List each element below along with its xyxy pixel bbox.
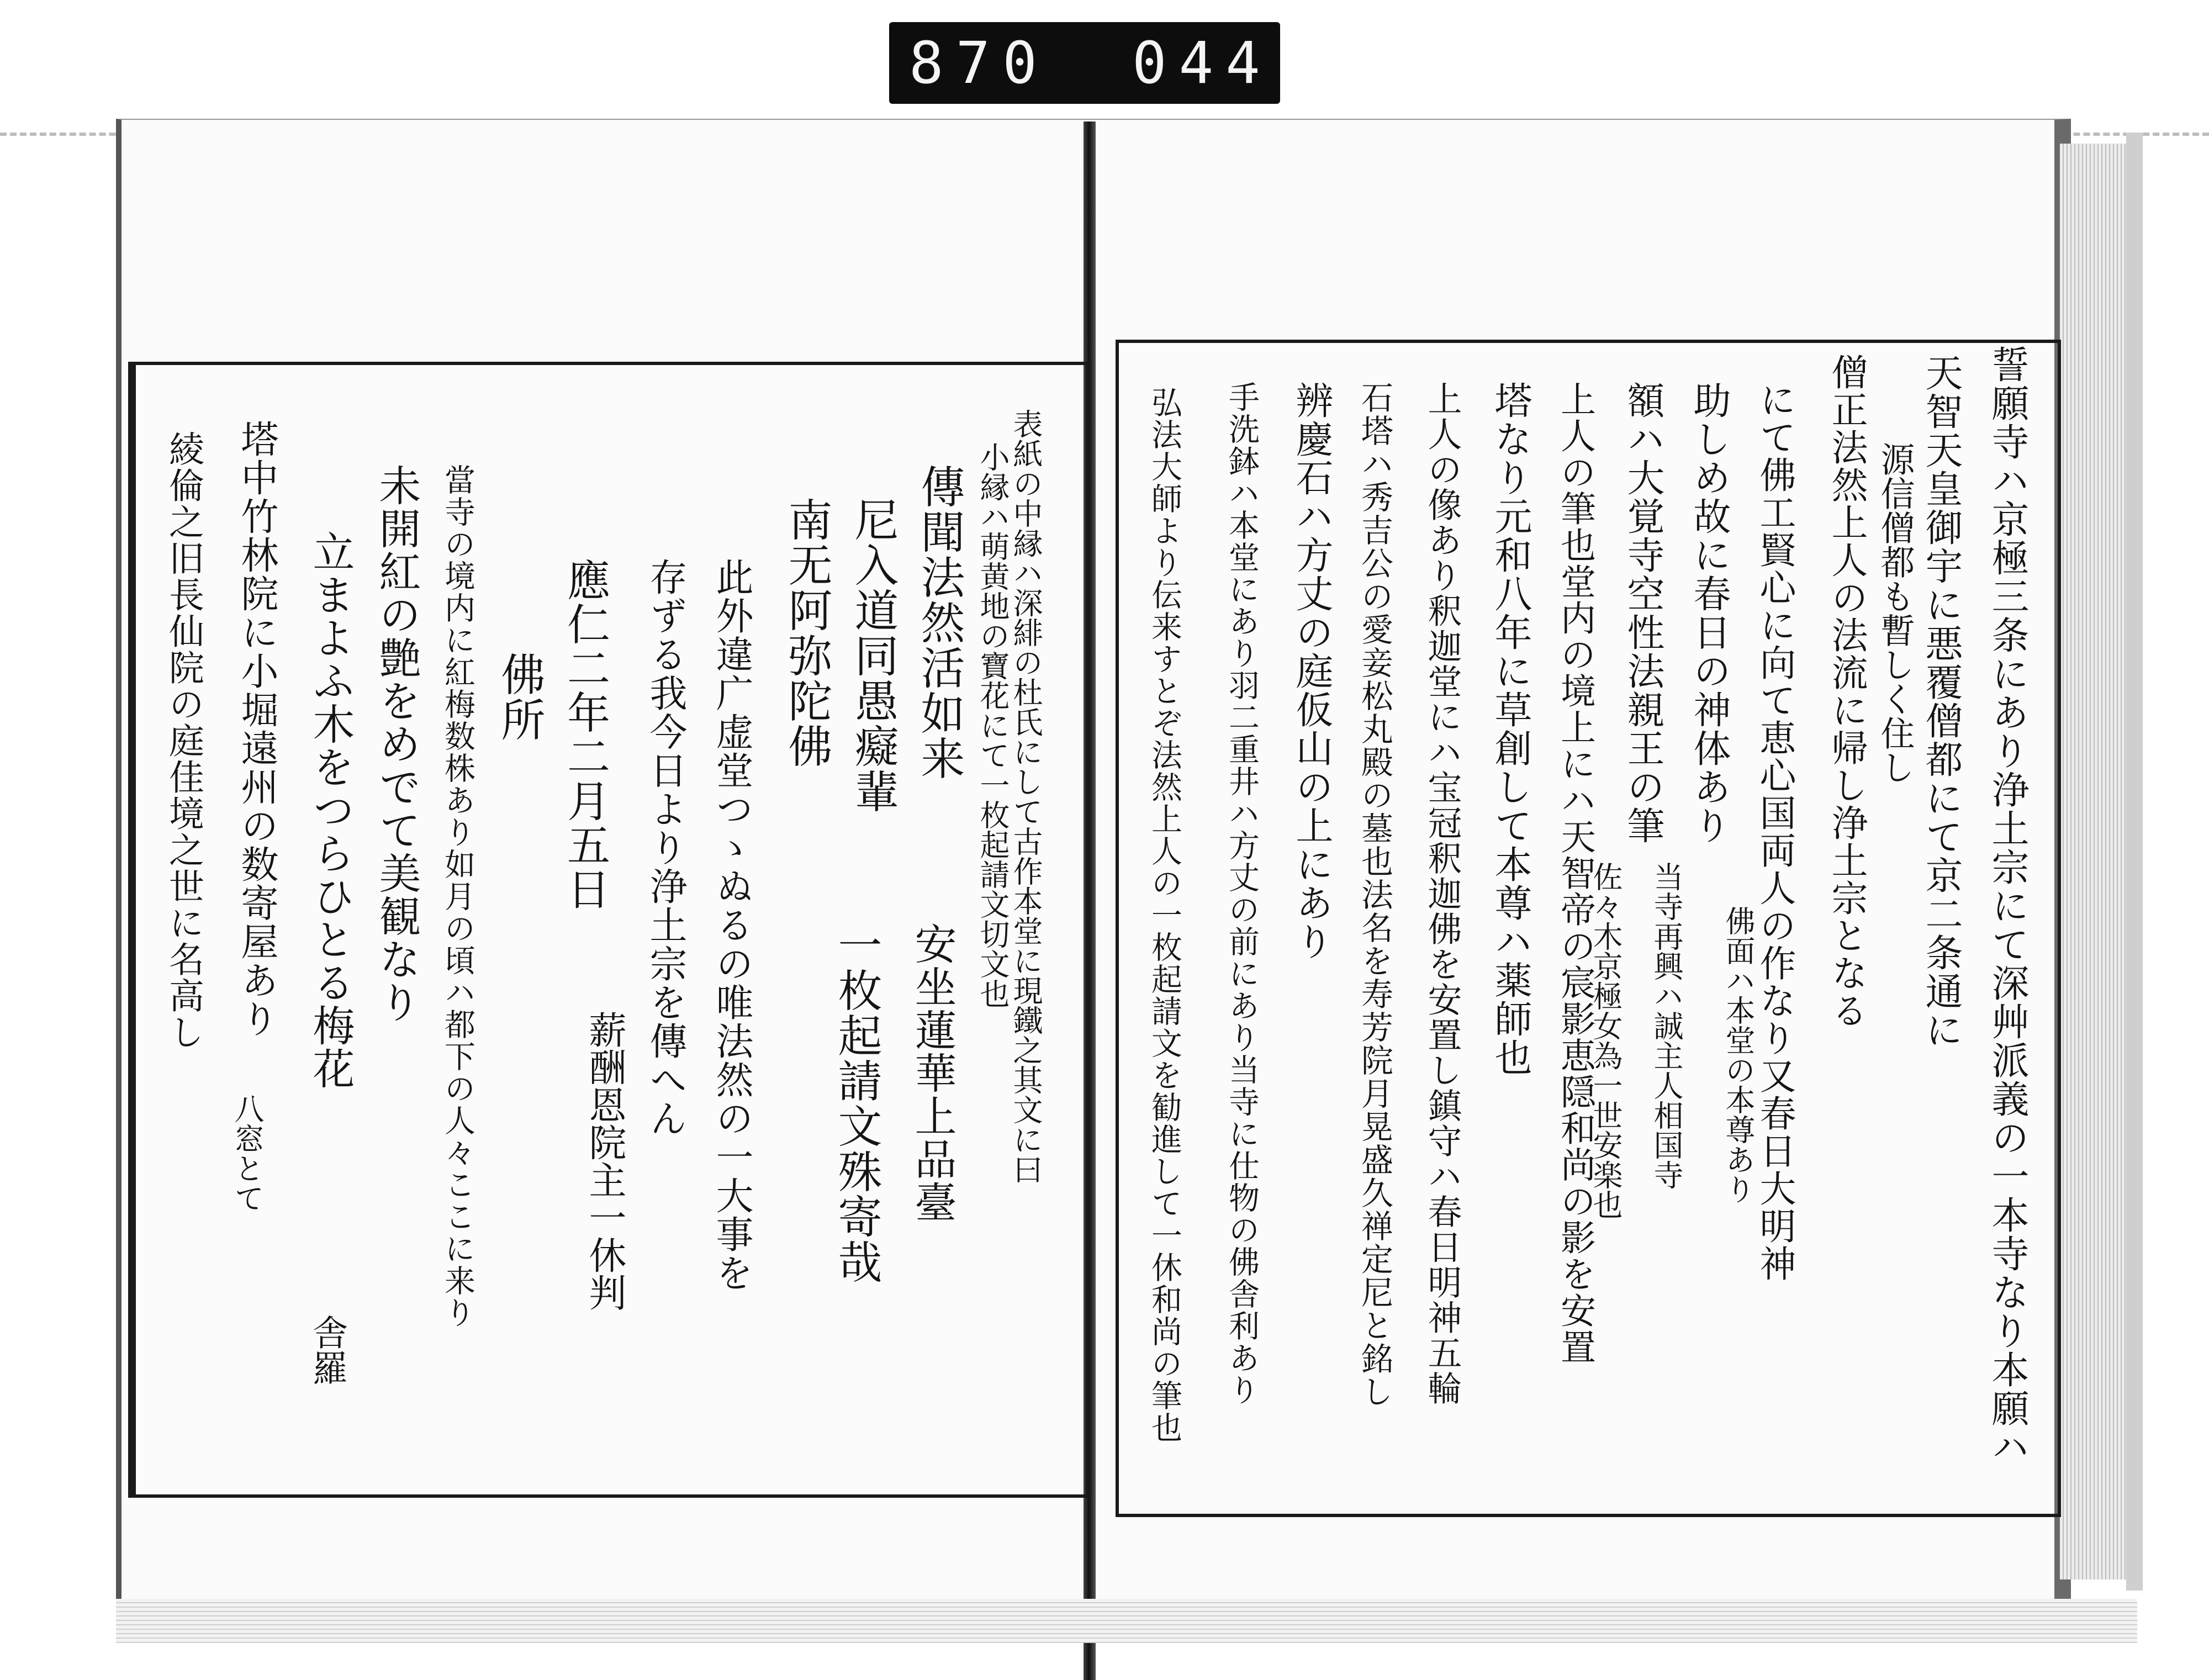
annotation-note: 佐々木京極女為一世安楽也 (1588, 862, 1623, 1219)
text-column: 誓願寺ハ京極三条にあり浄土宗にて深艸派義の一本寺なり本願ハ (1985, 345, 2029, 1466)
text-column: 此外違广虚堂つゝぬるの唯法然の一大事を (710, 558, 753, 1292)
text-column: 僧正法然上人の法流に帰し浄土宗となる (1825, 353, 1868, 1029)
text-column: 石塔ハ秀吉公の愛妾松丸殿の墓也法名を寿芳院月晃盛久禅定尼と銘し (1356, 381, 1393, 1408)
text-column: 存ずる我今日より浄土宗を傳へん (643, 558, 687, 1138)
text-column: にて佛工賢心に向て恵心国両人の作なり又春日大明神 (1753, 381, 1796, 1282)
text-column: 舎羅 (306, 1314, 347, 1385)
page-edge-outer (2126, 133, 2143, 1591)
text-column: 塔中竹林院に小堀遠州の数寄屋あり (235, 420, 278, 1038)
text-column: 佛所 (494, 652, 545, 742)
text-column: 薪酬恩院主一休判 (583, 1011, 626, 1311)
text-column: 表紙の中縁ハ深緋の杜氏にして古作本堂に現鐵之其文に曰 (1008, 409, 1043, 1184)
text-column: 源信僧都も暫しく住し (1875, 442, 1915, 784)
text-column: 額ハ大覚寺空性法親王の筆 (1621, 381, 1664, 845)
text-column: 尼入道同愚癡輩 (847, 497, 899, 814)
text-column: 塔なり元和八年に草創して本尊ハ薬師也 (1488, 381, 1532, 1077)
text-column: 助しめ故に春日の神体あり (1687, 381, 1731, 845)
annotation-note: 佛面ハ本堂の本尊あり (1721, 906, 1756, 1204)
text-column: 八窓とて (230, 1093, 265, 1213)
catalog-number-left: 870 (909, 29, 1049, 97)
catalog-label (889, 22, 1280, 104)
text-column: 立まよふ木をつらひとる梅花 (306, 530, 355, 1090)
text-column: 弘法大師より伝来すとぞ法然上人の一枚起請文を勧進して一休和尚の筆也 (1146, 387, 1182, 1444)
text-column: 辨慶石ハ方丈の庭仮山の上にあり (1290, 381, 1333, 961)
text-column: 南无阿弥陀佛 (781, 497, 832, 769)
text-column: 上人の像あり釈迦堂にハ宝冠釈迦佛を安置し鎮守ハ春日明神五輪 (1422, 381, 1462, 1406)
page-edges (2060, 144, 2126, 1579)
text-column: 安坐蓮華上品臺 (908, 922, 957, 1224)
annotation-note: 当寺再興ハ誠主人相国寺 (1649, 862, 1684, 1190)
text-column: 手洗鉢ハ本堂にあり羽二重井ハ方丈の前にあり当寺に仕物の佛舎利あり (1224, 381, 1260, 1406)
catalog-number-right: 044 (1132, 29, 1272, 97)
text-column: 上人の筆也堂内の境上にハ天智帝の宸影恵隠和尚の影を安置 (1555, 381, 1595, 1365)
text-column: 一枚起請文殊寄哉 (831, 922, 882, 1285)
text-column: 應仁二年二月五日 (560, 558, 610, 911)
text-column: 傳聞法然活如来 (913, 464, 965, 781)
bottom-page-edge (116, 1599, 2137, 1643)
text-column: 綾倫之旧長仙院の庭佳境之世に名高し (163, 431, 204, 1050)
text-column: 未開紅の艶をめでて美観なり (372, 464, 421, 1024)
text-column: 小縁ハ萌黄地の寶花にて一枚起請文切文也 (975, 442, 1010, 1008)
text-column: 天智天皇御宇に悪覆僧都にて京二条通に (1919, 353, 1963, 1049)
text-column: 當寺の境内に紅梅数株あり如月の頃ハ都下の人々ここに来り (440, 464, 475, 1329)
